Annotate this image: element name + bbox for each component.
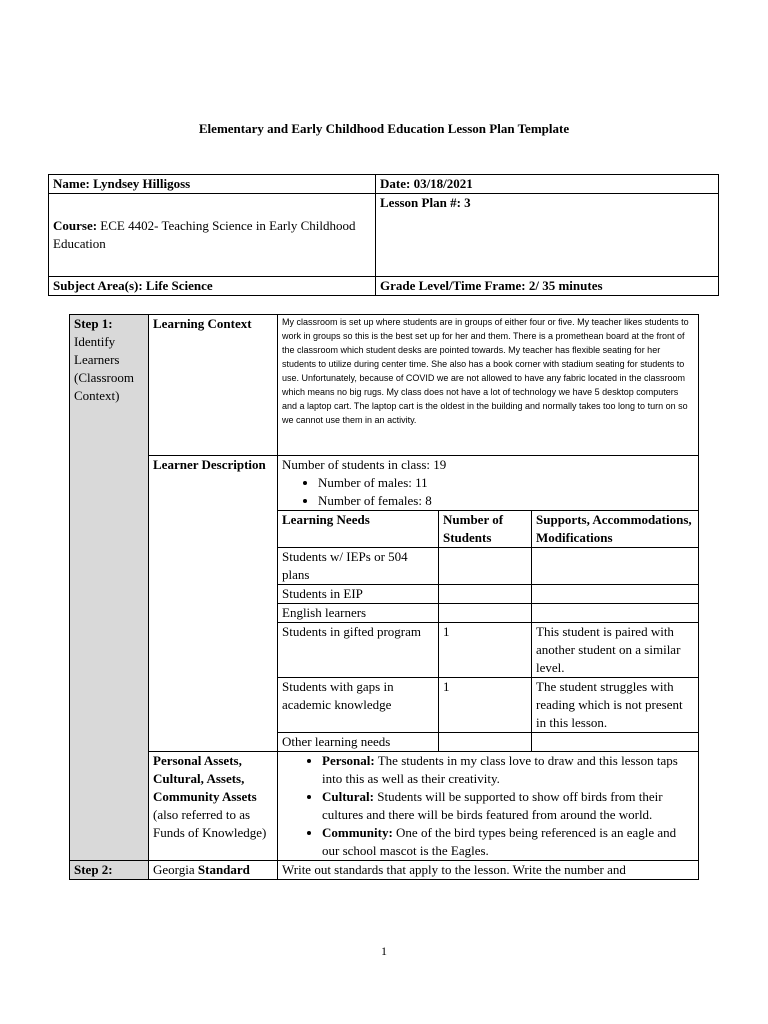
- table-row: Students with gaps in academic knowledge 1 The student struggles with reading which is not present in this lesson.: [278, 678, 698, 733]
- header-table: [48, 174, 719, 296]
- gender-list: [278, 474, 698, 510]
- learner-description-cell: [278, 456, 699, 752]
- list-item: • Cultural: Students will be supported to show off birds from their cultures and there will be birds featured from around the world.: [322, 788, 694, 824]
- females-count: • Number of females: 8: [318, 492, 698, 510]
- table-row: Students w/ IEPs or 504 plans: [278, 548, 698, 585]
- assets-cell: [278, 752, 699, 861]
- step1-sub: Identify Learners (Classroom Context): [74, 334, 134, 403]
- assets-list: [282, 752, 694, 860]
- list-item: • Community: One of the bird types being referenced is an eagle and our school mascot is the Eagles.: [322, 824, 694, 860]
- table-row: Students in EIP: [278, 585, 698, 604]
- course-label: Course:: [53, 218, 98, 233]
- grade-cell: Grade Level/Time Frame: 2/ 35 minutes: [376, 277, 719, 296]
- plan-table: [69, 314, 699, 880]
- table-row: Students in gifted program 1 This student is paired with another student on a similar level.: [278, 623, 698, 678]
- lesson-plan-cell: Lesson Plan #: 3: [376, 194, 719, 277]
- males-count: • Number of males: 11: [318, 474, 698, 492]
- standard-text: Write out standards that apply to the lesson. Write the number and: [278, 861, 699, 880]
- needs-header-supports: Supports, Accommodations, Modifications: [532, 511, 699, 548]
- needs-header-number: Number of Students: [439, 511, 532, 548]
- step2-cell: Step 2:: [70, 861, 149, 880]
- name-cell: Name: Lyndsey Hilligoss: [49, 175, 376, 194]
- needs-header-needs: Learning Needs: [278, 511, 439, 548]
- learning-context-text: My classroom is set up where students are in groups of either four or five. My teacher likes students to work in groups so this is the best set up for her and them. There is a promethean board at the front of the classroom which student desks are pointed towards. My teacher has flexible seating for her students to utilize during center time. She also has a book corner with stadium seating for students to use. Unfortunately, because of COVID we are not allowed to have any fabric located in the classroom which means no big rugs. My class does not have a lot of technology we have 5 desktop computers and a laptop cart. The laptop cart is the oldest in the building and normally takes too long to turn on so we cannot use them in an activity.: [278, 315, 699, 456]
- assets-label: Personal Assets, Cultural, Assets, Community Assets (also referred to as Funds of Knowledge): [149, 752, 278, 861]
- step1-label: Step 1:: [74, 316, 113, 331]
- table-row: English learners: [278, 604, 698, 623]
- learning-needs-table: [278, 510, 698, 751]
- document-title: Elementary and Early Childhood Education Lesson Plan Template: [198, 121, 570, 136]
- course-cell: [49, 194, 376, 277]
- learner-description-label: Learner Description: [149, 456, 278, 752]
- learning-context-label: Learning Context: [149, 315, 278, 456]
- georgia-standard-label: Georgia Standard: [149, 861, 278, 880]
- table-row: Other learning needs: [278, 733, 698, 752]
- list-item: • Personal: The students in my class love to draw and this lesson taps into this as well as their creativity.: [322, 752, 694, 788]
- num-students: Number of students in class: 19: [282, 457, 447, 472]
- course-value: ECE 4402- Teaching Science in Early Childhood Education: [53, 218, 356, 251]
- subject-cell: Subject Area(s): Life Science: [49, 277, 376, 296]
- step1-cell: [70, 315, 149, 861]
- page-number: 1: [381, 944, 387, 958]
- date-cell: Date: 03/18/2021: [376, 175, 719, 194]
